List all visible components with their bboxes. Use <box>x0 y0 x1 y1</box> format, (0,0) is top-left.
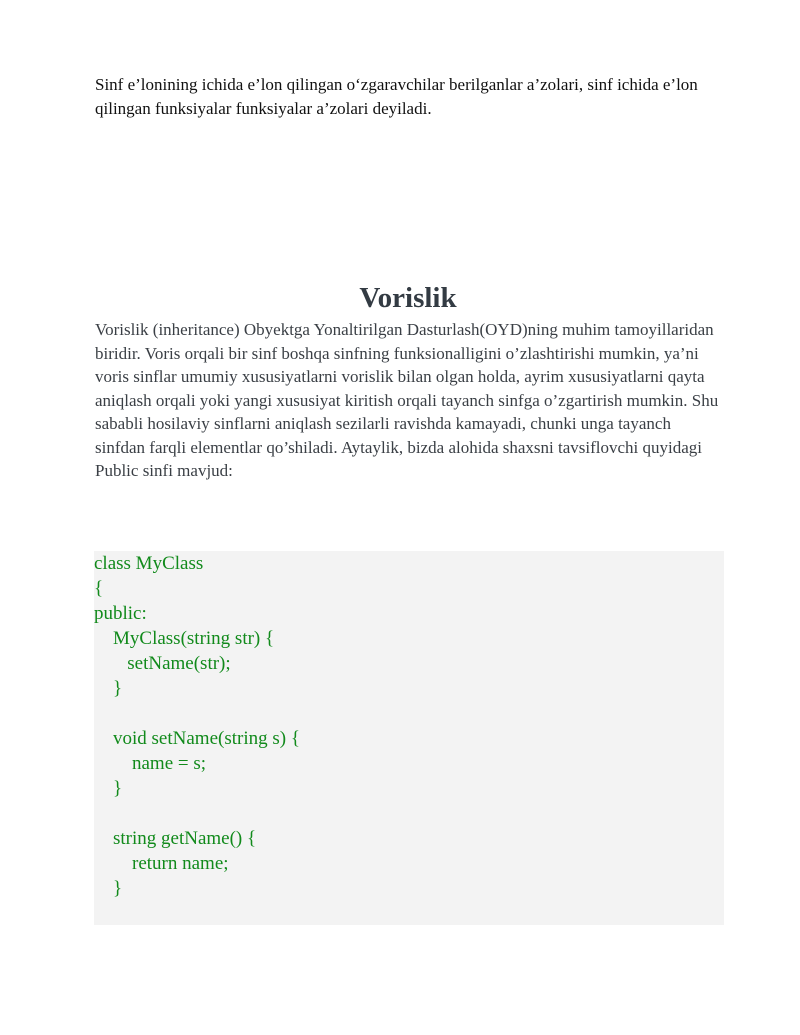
code-line: string getName() { <box>94 828 257 849</box>
section-heading: Vorislik <box>359 282 457 314</box>
intro-paragraph: Sinf e’lonining ichida e’lon qilingan o‘zgaravchilar berilganlar a’zolari, sinf ichida e’lon qilingan funksiyalar funksiyalar a’zolari deyiladi. <box>95 75 698 118</box>
code-line: void setName(string s) { <box>94 728 300 749</box>
code-line: MyClass(string str) { <box>94 628 275 649</box>
code-line: } <box>94 678 123 699</box>
code-line: } <box>94 878 123 899</box>
code-line: name = s; <box>94 753 207 774</box>
code-line: } <box>94 778 123 799</box>
code-line: class MyClass <box>94 553 204 574</box>
section-paragraph: Vorislik (inheritance) Obyektga Yonaltirilgan Dasturlash(OYD)ning muhim tamoyillaridan biridir. Voris orqali bir sinf boshqa sinfning funksionalligini o’zlashtirishi mumkin, ya’ni voris sinflar umumiy xususiyatlarni vorislik bilan olgan holda, ayrim xususiyatlarni qayta aniqlash orqali yoki yangi xususiyat kiritish orqali tayanch sinfga o’zgartirish mumkin. Shu sababli hosilaviy sinflarni aniqlash sezilarli ravishda kamayadi, chunki unga tayanch sinfdan farqli elementlar qo’shiladi. Aytaylik, bizda alohida shaxsni tavsiflovchi quyidagi Public sinfi mavjud: <box>95 320 719 480</box>
code-line: return name; <box>94 853 229 874</box>
code-block <box>94 551 724 925</box>
code-line: { <box>94 578 104 599</box>
code-line: public: <box>94 603 147 624</box>
code-line: setName(str); <box>94 653 231 674</box>
